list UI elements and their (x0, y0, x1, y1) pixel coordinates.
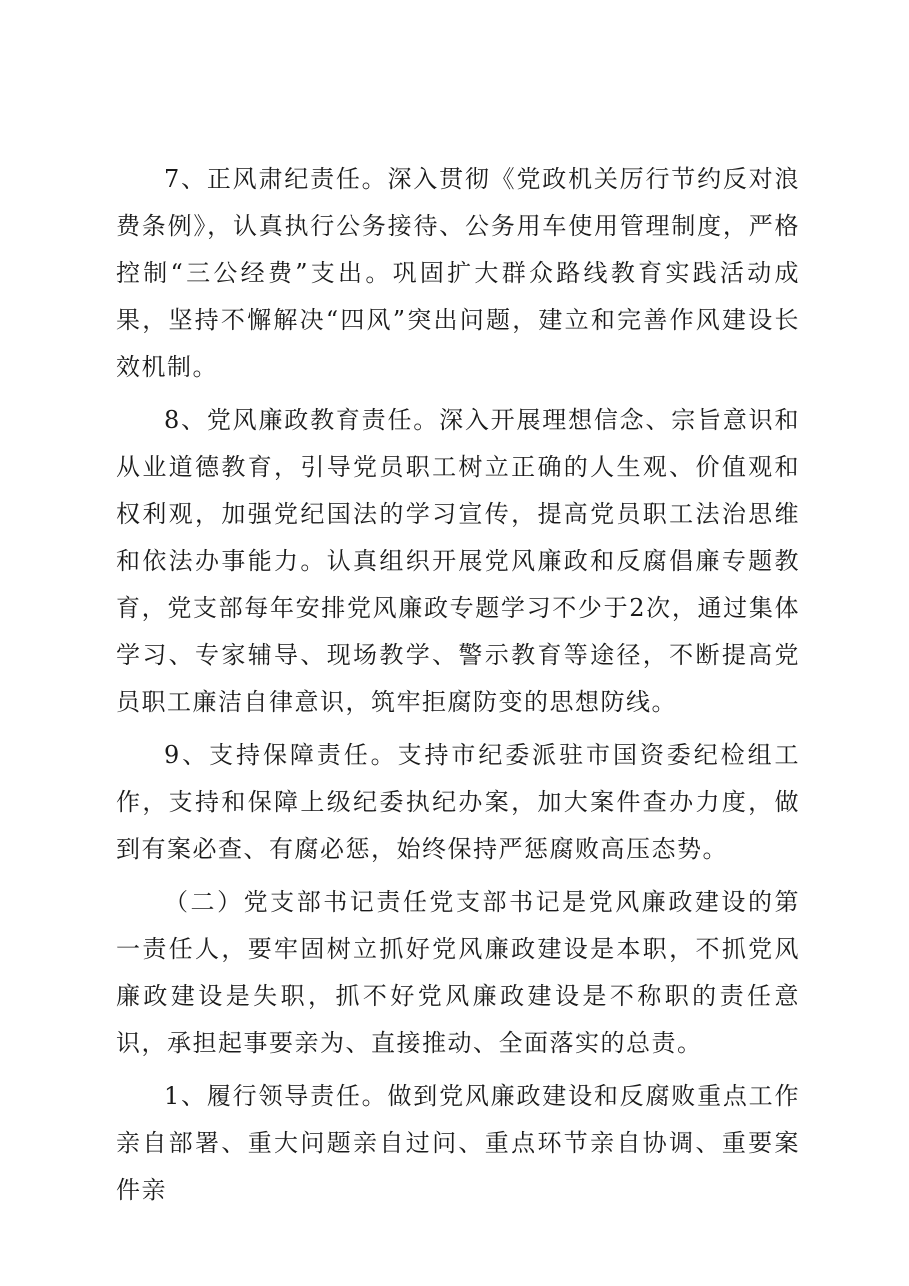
paragraph-item-9-support-guarantee: 9、支持保障责任。支持市纪委派驻市国资委纪检组工作，支持和保障上级纪委执纪办案，加大案件查办力度，做到有案必查、有腐必惩，始终保持严惩腐败高压态势。 (116, 741, 800, 863)
paragraph-item-7-rectify-discipline: 7、正风肃纪责任。深入贯彻《党政机关厉行节约反对浪费条例》，认真执行公务接待、公务用车使用管理制度，严格控制“三公经费”支出。巩固扩大群众路线教育实践活动成果，坚持不懈解决“四风”突出问题，建立和完善作风建设长效机制。 (116, 165, 800, 381)
paragraph-section-2-branch-secretary: （二）党支部书记责任党支部书记是党风廉政建设的第一责任人，要牢固树立抓好党风廉政建设是本职，不抓党风廉政建设是失职，抓不好党风廉政建设是不称职的责任意识，承担起事要亲为、直接推动、全面落实的总责。 (116, 888, 800, 1057)
paragraph-item-1-leadership: 1、履行领导责任。做到党风廉政建设和反腐败重点工作亲自部署、重大问题亲自过问、重点环节亲自协调、重要案件亲 (116, 1082, 800, 1204)
paragraph-item-8-integrity-education: 8、党风廉政教育责任。深入开展理想信念、宗旨意识和从业道德教育，引导党员职工树立正确的人生观、价值观和权利观，加强党纪国法的学习宣传，提高党员职工法治思维和依法办事能力。认真组织开展党风廉政和反腐倡廉专题教育，党支部每年安排党风廉政专题学习不少于2次，通过集体学习、专家辅导、现场教学、警示教育等途径，不断提高党员职工廉洁自律意识，筑牢拒腐防变的思想防线。 (116, 406, 800, 716)
document-body (116, 156, 800, 1220)
